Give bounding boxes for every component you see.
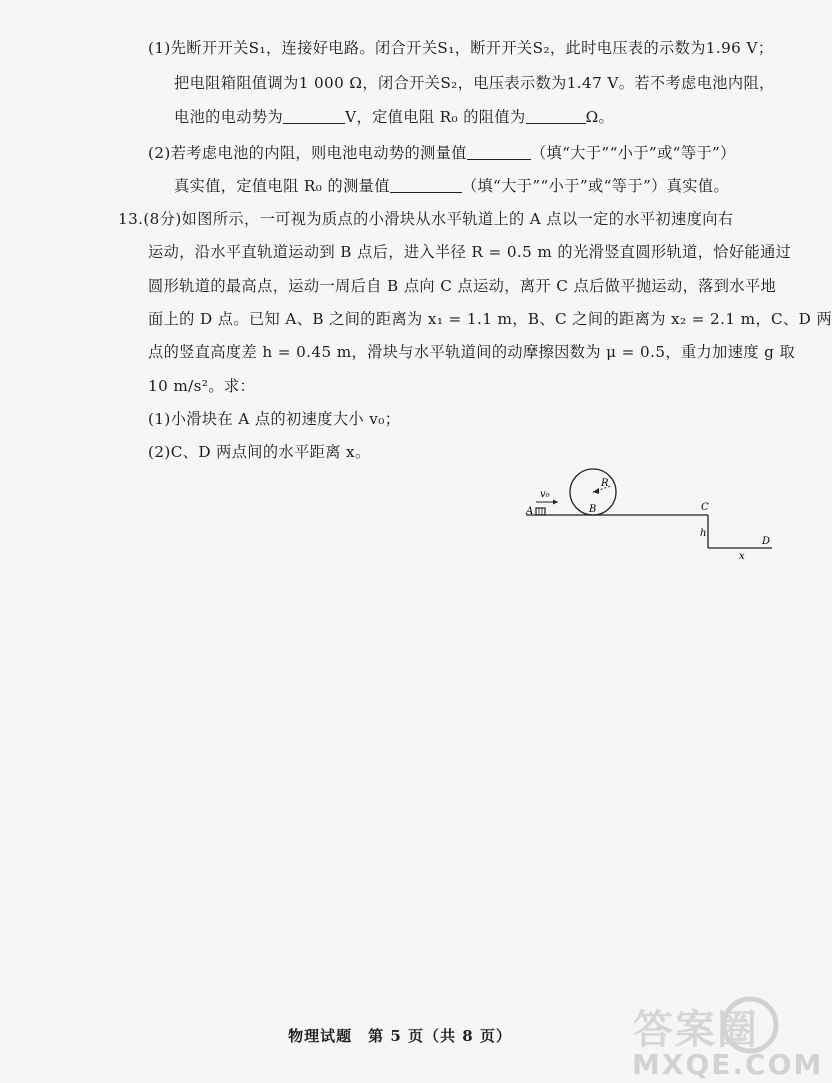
page-footer: 物理试题 第 5 页（共 8 页） (288, 1027, 512, 1045)
label-D: D (762, 536, 771, 547)
q12-ohm-unit: Ω。 (585, 108, 615, 126)
q13-subquestion-2: (2)C、D 两点间的水平距离 x。 (148, 443, 371, 461)
label-B: B (589, 504, 597, 515)
label-v0: v₀ (540, 489, 550, 500)
r0-compare-blank (390, 178, 462, 193)
q12-part1-line3 (174, 109, 614, 125)
q12-emf-label: 电池的电动势为 (174, 108, 284, 126)
q12-fill-hint-2: （填“大于”“小于”或“等于”）真实值。 (461, 177, 730, 195)
emf-compare-blank (467, 145, 531, 160)
slider-block (536, 508, 545, 515)
label-A: A (526, 506, 534, 517)
q13-line6: 10 m/s²。求： (148, 377, 256, 395)
q13-line3: 圆形轨道的最高点，运动一周后自 B 点向 C 点运动，离开 C 点后做平抛运动，落到水平地 (148, 277, 777, 295)
q13-line2: 运动，沿水平直轨道运动到 B 点后，进入半径 R = 0.5 m 的光滑竖直圆形轨道，恰好能通过 (148, 243, 792, 261)
radius-arrowhead (593, 488, 599, 494)
q12-part1-line2: 把电阻箱阻值调为1 000 Ω，闭合开关S₂，电压表示数为1.47 V。若不考虑电池内阻， (174, 74, 775, 92)
track-figure (520, 470, 780, 570)
emf-blank (283, 109, 345, 124)
q12-r0-label: V，定值电阻 R₀ 的阻值为 (345, 108, 526, 126)
r0-blank (526, 109, 586, 124)
q12-r0-measured-label: 真实值，定值电阻 R₀ 的测量值 (174, 177, 390, 195)
q13-line4: 面上的 D 点。已知 A、B 之间的距离为 x₁ = 1.1 m，B、C 之间的距离为 x₂ = 2.1 m，C、D 两 (148, 310, 832, 328)
q12-part2-line1 (148, 145, 736, 161)
q13-line1: 13.(8分)如图所示，一可视为质点的小滑块从水平轨道上的 A 点以一定的水平初速度向右 (118, 210, 734, 228)
label-C: C (701, 502, 709, 513)
q12-emf-measured-label: (2)若考虑电池的内阻，则电池电动势的测量值 (148, 144, 467, 162)
watermark-url: MXQE.COM (632, 1048, 824, 1081)
q12-part2-line2 (174, 178, 729, 194)
q13-subquestion-1: (1)小滑块在 A 点的初速度大小 v₀； (148, 410, 401, 428)
label-h: h (700, 528, 707, 539)
label-x: x (739, 551, 745, 562)
q12-part1-line1: (1)先断开开关S₁，连接好电路。闭合开关S₁，断开开关S₂，此时电压表的示数为1.96 V； (148, 39, 774, 57)
watermark-seal-icon (720, 995, 780, 1055)
q13-line5: 点的竖直高度差 h = 0.45 m，滑块与水平轨道间的动摩擦因数为 μ = 0.5，重力加速度 g 取 (148, 343, 796, 361)
q12-fill-hint-1: （填“大于”“小于”或“等于”） (530, 144, 736, 162)
watermark-cn: 答案圈 (633, 1007, 759, 1053)
label-R: R (601, 478, 609, 489)
velocity-arrowhead (553, 500, 558, 505)
